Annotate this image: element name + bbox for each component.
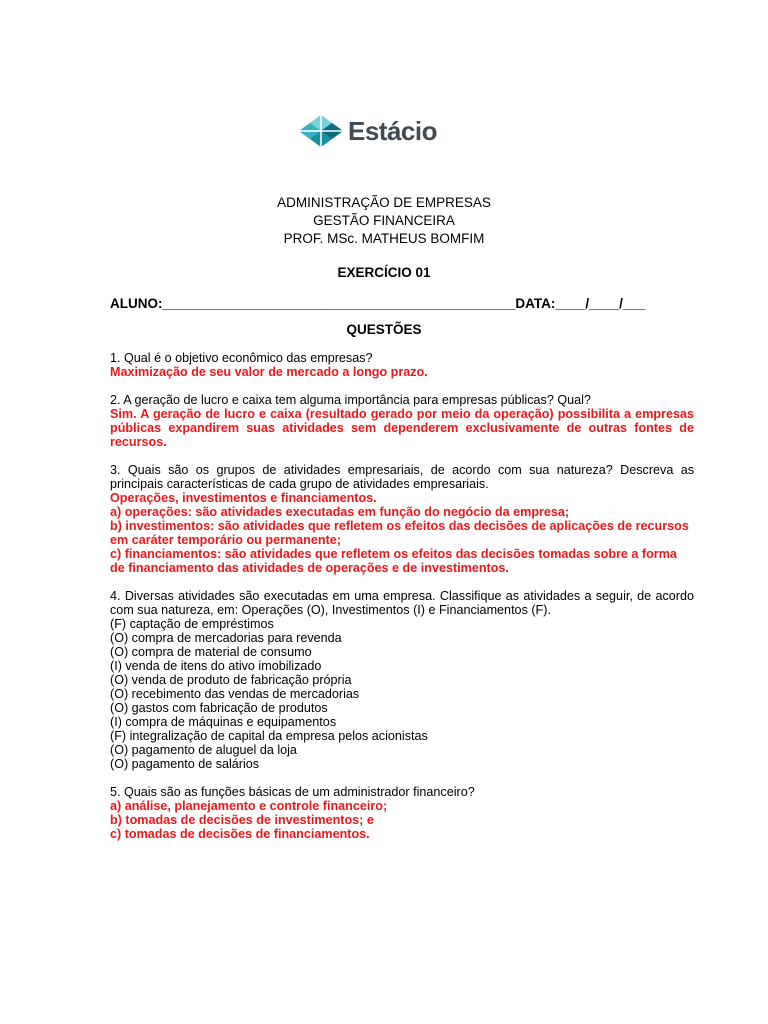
course-name: ADMINISTRAÇÃO DE EMPRESAS (277, 195, 491, 210)
estacio-diamond-icon (298, 114, 344, 148)
q1-answer: Maximização de seu valor de mercado a longo prazo. (110, 365, 428, 379)
q4-item: (F) captação de empréstimos (110, 617, 274, 631)
q4-item: (O) gastos com fabricação de produtos (110, 701, 328, 715)
q4-question: 4. Diversas atividades são executadas em uma empresa. Classifique as atividades a seguir, de acordo com sua natureza, em: Operações (O), Investimentos (I) e Financiamentos (F). (110, 589, 694, 617)
q4-item: (O) recebimento das vendas de mercadorias (110, 687, 360, 701)
q4-item: (O) compra de mercadorias para revenda (110, 631, 342, 645)
questions-body (110, 351, 694, 841)
logo-text: Estácio (348, 115, 437, 146)
q3-answer-c: c) financiamentos: são atividades que refletem os efeitos das decisões tomadas sobre a forma de financiamento das atividades de operações e de investimentos. (110, 547, 677, 575)
q4-item: (I) venda de itens do ativo imobilizado (110, 659, 322, 673)
q1-question: 1. Qual é o objetivo econômico das empresas? (110, 351, 373, 365)
q2-question: 2. A geração de lucro e caixa tem alguma importância para empresas públicas? Qual? (110, 393, 591, 407)
q4-item: (O) venda de produto de fabricação própria (110, 673, 352, 687)
q4-item: (F) integralização de capital da empresa pelos acionistas (110, 729, 428, 743)
q3-question: 3. Quais são os grupos de atividades empresariais, de acordo com sua natureza? Descreva as principais características de cada grupo de atividades empresariais. (110, 463, 694, 491)
q5-answer-a: a) análise, planejamento e controle financeiro; (110, 799, 388, 813)
q3-answer-intro: Operações, investimentos e financiamentos. (110, 491, 377, 505)
q4-item: (O) pagamento de salários (110, 757, 260, 771)
estacio-logo (298, 114, 437, 148)
q4-item: (I) compra de máquinas e equipamentos (110, 715, 337, 729)
q5-answer-b: b) tomadas de decisões de investimentos; e (110, 813, 374, 827)
professor-name: PROF. MSc. MATHEUS BOMFIM (283, 231, 485, 246)
document-header (0, 194, 768, 248)
q5-question: 5. Quais são as funções básicas de um administrador financeiro? (110, 785, 475, 799)
q4-item: (O) pagamento de aluguel da loja (110, 743, 297, 757)
student-date-line: ALUNO:_______________________________________________DATA:____/____/___ (110, 296, 646, 311)
exercise-title: EXERCÍCIO 01 (337, 265, 431, 280)
q5-answer-c: c) tomadas de decisões de financiamentos. (110, 827, 370, 841)
q3-answer-b: b) investimentos: são atividades que refletem os efeitos das decisões de aplicações de recursos em caráter temporário ou permanente; (110, 519, 689, 547)
q4-item: (O) compra de material de consumo (110, 645, 312, 659)
q2-answer: Sim. A geração de lucro e caixa (resultado gerado por meio da operação) possibilita a empresas públicas expandirem suas atividades sem dependerem exclusivamente de outras fontes de recursos. (110, 407, 694, 449)
subject-name: GESTÃO FINANCEIRA (313, 213, 455, 228)
questions-title: QUESTÕES (346, 322, 422, 337)
q3-answer-a: a) operações: são atividades executadas em função do negócio da empresa; (110, 505, 570, 519)
